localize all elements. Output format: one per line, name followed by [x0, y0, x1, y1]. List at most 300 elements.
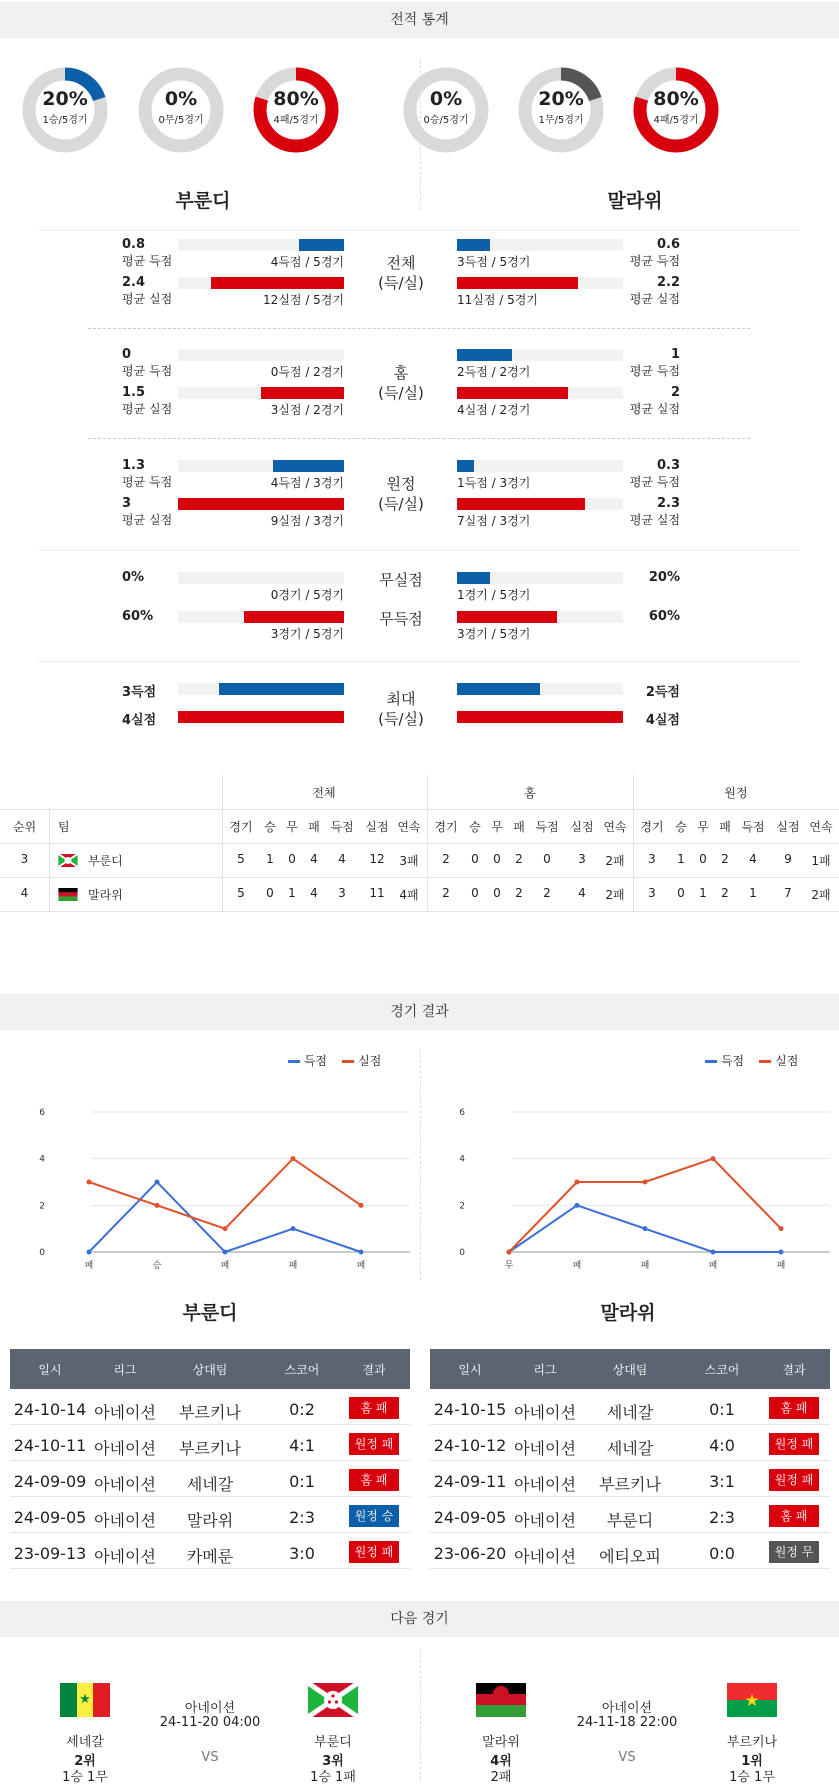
- result-league: 아네이션: [94, 1511, 156, 1530]
- result-opponent: 부룬디: [606, 1511, 654, 1530]
- x-tick-label: 무: [504, 1261, 514, 1270]
- result-opponent: 부르키나: [179, 1439, 241, 1458]
- standings-cell: 4: [310, 852, 318, 866]
- table-line: [0, 877, 839, 878]
- standings-col-header: 승: [264, 820, 276, 834]
- y-tick-label: 0: [39, 1248, 45, 1258]
- legend-conceded-swatch: [342, 1060, 354, 1063]
- stat-left-label: 평균 실점: [122, 513, 173, 527]
- standings-col-header: 패: [719, 820, 731, 834]
- burundi-flag-icon: [308, 1683, 358, 1717]
- result-score: 4:0: [709, 1436, 735, 1455]
- donut-subtext: 4패/5경기: [653, 115, 699, 126]
- results-team-left: 부룬디: [182, 1302, 238, 1324]
- results-team-right: 말라위: [600, 1302, 656, 1324]
- section-title-results: 경기 결과: [0, 994, 839, 1030]
- bar-left-caption: 3경기 / 5경기: [270, 627, 344, 641]
- next-right-home-record: 2패: [490, 1770, 512, 1785]
- standings-cell: 4: [578, 886, 586, 900]
- bar-right-caption: 4실점 / 2경기: [457, 403, 531, 417]
- result-league: 아네이션: [514, 1511, 576, 1530]
- standings-cell: 0: [266, 886, 274, 900]
- result-date: 24-09-05: [13, 1508, 87, 1527]
- result-badge: 원정 패: [769, 1433, 819, 1455]
- result-opponent: 말라위: [186, 1511, 234, 1530]
- standings-cell: 0: [493, 852, 501, 866]
- team-left-name: 부룬디: [175, 190, 231, 212]
- bar-left-fill: [219, 683, 344, 695]
- next-right-home-rank: 4위: [490, 1754, 512, 1769]
- result-score: 3:0: [289, 1544, 315, 1563]
- bar-right-fill: [457, 349, 512, 361]
- bar-left-caption: 4득점 / 5경기: [270, 255, 344, 269]
- result-league: 아네이션: [94, 1439, 156, 1458]
- next-left-league: 아네이션: [184, 1701, 236, 1716]
- standings-cell: 2: [442, 886, 450, 900]
- group-label: 홈: [393, 364, 409, 382]
- results-header-cell: 일시: [38, 1363, 62, 1377]
- result-date: 24-10-15: [433, 1400, 507, 1419]
- legend-conceded-label: 실점: [358, 1054, 382, 1068]
- donut-ring: [138, 67, 224, 153]
- standings-group-header: 홈: [524, 786, 536, 800]
- donut-chart: [22, 67, 108, 153]
- bar-right-caption: 3득점 / 5경기: [457, 255, 531, 269]
- data-point: [87, 1250, 92, 1255]
- next-left-home-record: 1승 1무: [62, 1770, 108, 1785]
- data-point: [291, 1226, 296, 1231]
- donut-subtext: 1무/5경기: [538, 115, 584, 126]
- section-title-next: 다음 경기: [0, 1601, 839, 1637]
- dashed-divider: [88, 328, 750, 329]
- legend-conceded-swatch: [759, 1060, 771, 1063]
- stat-left-value: 1.3: [122, 458, 146, 473]
- bar-left-caption: 3실점 / 2경기: [270, 403, 344, 417]
- donut-track: [145, 74, 217, 146]
- donut-ring: [253, 67, 339, 153]
- result-badge: 홈 패: [349, 1469, 399, 1491]
- standings-rank: 4: [20, 886, 29, 900]
- donut-subtext: 1승/5경기: [42, 115, 88, 126]
- standings-col-header: 무: [286, 820, 298, 834]
- result-opponent: 부르키나: [179, 1403, 241, 1422]
- results-header-cell: 결과: [362, 1363, 386, 1377]
- donut-subtext: 4패/5경기: [273, 115, 319, 126]
- x-tick-label: 승: [152, 1261, 162, 1270]
- result-badge: 홈 패: [349, 1397, 399, 1419]
- data-point: [779, 1250, 784, 1255]
- result-opponent: 세네갈: [186, 1475, 234, 1494]
- next-left-away-name: 부룬디: [314, 1735, 352, 1750]
- legend-scored-swatch: [288, 1060, 300, 1063]
- next-right-home-name: 말라위: [482, 1735, 520, 1750]
- donut-percent: 20%: [42, 88, 88, 110]
- stat-left-label: 평균 득점: [122, 475, 173, 489]
- result-badge: 원정 패: [349, 1433, 399, 1455]
- standings-col-header: 경기: [434, 820, 458, 834]
- group-sublabel: (득/실): [378, 495, 424, 513]
- stat-left-value: 4실점: [122, 713, 157, 728]
- standings-cell: 1: [288, 886, 296, 900]
- bar-right-fill: [457, 572, 490, 584]
- standings-cell: 7: [784, 886, 792, 900]
- data-point: [291, 1156, 296, 1161]
- standings-cell: 0: [493, 886, 501, 900]
- standings-col-header: 경기: [229, 820, 253, 834]
- stat-left-value: 0: [122, 347, 132, 362]
- standings-col-header: 연속: [603, 820, 627, 834]
- result-score: 0:1: [289, 1472, 315, 1491]
- result-league: 아네이션: [94, 1403, 156, 1422]
- data-point: [643, 1226, 648, 1231]
- table-line: [0, 809, 839, 810]
- data-point: [87, 1180, 92, 1185]
- table-line: [10, 1424, 410, 1425]
- data-point: [711, 1250, 716, 1255]
- bar-left-fill: [211, 277, 344, 289]
- bar-right-fill: [457, 277, 578, 289]
- standings-cell: 3: [578, 852, 586, 866]
- separator: [420, 1650, 421, 1780]
- table-line: [10, 1460, 410, 1461]
- data-point: [155, 1203, 160, 1208]
- stat-left-value: 3득점: [122, 685, 157, 700]
- results-header-cell: 일시: [458, 1363, 482, 1377]
- result-opponent: 에티오피: [599, 1547, 661, 1566]
- result-score: 2:3: [289, 1508, 315, 1527]
- result-league: 아네이션: [514, 1475, 576, 1494]
- data-point: [779, 1226, 784, 1231]
- stat-right-label: 평균 득점: [629, 364, 680, 378]
- stat-left-value: 0.8: [122, 237, 146, 252]
- stat-right-value: 2.2: [656, 275, 680, 290]
- result-badge: 원정 패: [769, 1469, 819, 1491]
- table-line: [430, 1424, 830, 1425]
- standings-cell: 2: [442, 852, 450, 866]
- stat-left-label: 평균 득점: [122, 254, 173, 268]
- y-tick-label: 4: [39, 1154, 45, 1165]
- data-point: [507, 1250, 512, 1255]
- donut-percent: 80%: [273, 88, 319, 110]
- standings-rank-header: 순위: [12, 820, 37, 834]
- result-badge: 원정 패: [349, 1541, 399, 1563]
- standings-cell: 2: [515, 852, 523, 866]
- bar-right-caption: 11실점 / 5경기: [457, 293, 538, 307]
- table-line: [10, 1496, 410, 1497]
- donut-ring: [518, 67, 604, 153]
- result-score: 4:1: [289, 1436, 315, 1455]
- bar-left-fill: [299, 239, 344, 251]
- section-title-record: 전적 통계: [0, 2, 839, 38]
- stat-right-value: 0.3: [656, 458, 680, 473]
- standings-group-header: 원정: [724, 786, 748, 800]
- result-date: 24-09-11: [433, 1472, 507, 1491]
- standings-col-header: 승: [469, 820, 481, 834]
- data-point: [575, 1180, 580, 1185]
- standings-cell: 4: [749, 852, 757, 866]
- stat-left-value: 60%: [122, 609, 154, 624]
- result-league: 아네이션: [94, 1475, 156, 1494]
- next-left-vs: VS: [201, 1750, 219, 1765]
- result-score: 3:1: [709, 1472, 735, 1491]
- standings-cell: 2패: [605, 888, 625, 902]
- table-line: [430, 1568, 830, 1569]
- standings-cell: 3: [648, 886, 656, 900]
- divider: [38, 230, 800, 231]
- separator: [420, 1050, 421, 1280]
- burkina-faso-flag-icon: [727, 1683, 777, 1717]
- standings-cell: 0: [471, 852, 479, 866]
- table-line: [430, 1532, 830, 1533]
- standings-cell: 11: [369, 886, 385, 900]
- result-badge: 원정 승: [349, 1505, 399, 1527]
- standings-cell: 0: [677, 886, 685, 900]
- table-col-line: [49, 809, 50, 911]
- standings-col-header: 패: [308, 820, 320, 834]
- result-league: 아네이션: [94, 1547, 156, 1566]
- x-tick-label: 패: [288, 1261, 298, 1270]
- donut-chart: [403, 67, 489, 153]
- bar-right-fill: [457, 683, 540, 695]
- series-line-conceded: [89, 1159, 361, 1229]
- result-score: 2:3: [709, 1508, 735, 1527]
- result-opponent: 부르키나: [599, 1475, 661, 1494]
- line-chart-right: [420, 1090, 839, 1270]
- next-left-away-rank: 3위: [322, 1754, 344, 1769]
- standings-cell: 2: [543, 886, 551, 900]
- stat-left-label: 평균 실점: [122, 402, 173, 416]
- donut-ring: [403, 67, 489, 153]
- standings-cell: 3: [338, 886, 346, 900]
- donut-ring: [633, 67, 719, 153]
- results-header-cell: 리그: [113, 1363, 137, 1377]
- next-right-away-record: 1승 1무: [729, 1770, 775, 1785]
- result-date: 24-10-12: [433, 1436, 507, 1455]
- stat-right-value: 2득점: [645, 685, 680, 700]
- bar-left-caption: 9실점 / 3경기: [270, 514, 344, 528]
- next-left-datetime: 24-11-20 04:00: [159, 1715, 261, 1730]
- stat-right-value: 2.3: [656, 496, 680, 511]
- standings-cell: 1: [699, 886, 707, 900]
- data-point: [223, 1250, 228, 1255]
- donut-percent: 80%: [653, 88, 699, 110]
- result-opponent: 카메룬: [186, 1547, 234, 1566]
- standings-cell: 2: [721, 852, 729, 866]
- bar-left-fill: [178, 498, 344, 510]
- malawi-flag-icon: [58, 886, 78, 899]
- bar-right-fill: [457, 239, 490, 251]
- bar-right-caption: 2득점 / 2경기: [457, 365, 531, 379]
- standings-col-header: 득점: [330, 820, 354, 834]
- standings-col-header: 실점: [365, 820, 389, 834]
- x-tick-label: 패: [220, 1261, 230, 1270]
- stat-right-label: 평균 실점: [629, 402, 680, 416]
- divider: [38, 661, 800, 662]
- stat-right-value: 4실점: [645, 713, 680, 728]
- data-point: [711, 1156, 716, 1161]
- table-line: [430, 1460, 830, 1461]
- standings-cell: 2: [721, 886, 729, 900]
- standings-cell: 4: [338, 852, 346, 866]
- standings-cell: 1패: [811, 854, 831, 868]
- legend-right: [705, 1052, 798, 1069]
- results-header-cell: 스코어: [704, 1363, 740, 1377]
- legend-conceded-label: 실점: [775, 1054, 799, 1068]
- x-tick-label: 패: [640, 1261, 650, 1270]
- result-league: 아네이션: [514, 1439, 576, 1458]
- results-header-cell: 리그: [533, 1363, 557, 1377]
- series-line-scored: [89, 1182, 361, 1252]
- result-opponent: 세네갈: [606, 1439, 654, 1458]
- standings-rank: 3: [20, 852, 29, 866]
- standings-cell: 9: [784, 852, 792, 866]
- bar-track: [457, 460, 623, 472]
- max-label: 최대: [386, 690, 416, 708]
- stat-right-value: 2: [670, 385, 680, 400]
- stat-right-value: 1: [670, 347, 680, 362]
- result-date: 23-06-20: [433, 1544, 507, 1563]
- stat-right-label: 평균 실점: [629, 513, 680, 527]
- donut-percent: 0%: [164, 88, 198, 110]
- results-header-cell: 결과: [782, 1363, 806, 1377]
- table-line: [430, 1496, 830, 1497]
- legend-left: [288, 1052, 381, 1069]
- stat-right-value: 20%: [648, 570, 680, 585]
- standings-group-header: 전체: [312, 786, 336, 800]
- data-point: [155, 1180, 160, 1185]
- next-left-away-record: 1승 1패: [310, 1770, 356, 1785]
- standings-cell: 5: [237, 852, 245, 866]
- next-left-home-rank: 2위: [74, 1754, 96, 1769]
- stat-right-label: 평균 득점: [629, 254, 680, 268]
- y-tick-label: 6: [39, 1108, 45, 1118]
- standings-team-name: 말라위: [88, 888, 123, 902]
- standings-cell: 12: [369, 852, 385, 866]
- bar-right-fill: [457, 711, 623, 723]
- bar-right-fill: [457, 498, 585, 510]
- standings-col-header: 무: [697, 820, 709, 834]
- next-right-away-rank: 1위: [741, 1754, 763, 1769]
- separator: [420, 60, 421, 210]
- result-date: 24-10-11: [13, 1436, 87, 1455]
- standings-col-header: 연속: [809, 820, 833, 834]
- standings-cell: 1: [749, 886, 757, 900]
- bar-right-caption: 1경기 / 5경기: [457, 588, 531, 602]
- standings-col-header: 득점: [535, 820, 559, 834]
- clean-label: 무실점: [379, 571, 423, 589]
- standings-cell: 1: [266, 852, 274, 866]
- stat-left-value: 3: [122, 496, 132, 511]
- donut-chart: [253, 67, 339, 153]
- donut-chart: [518, 67, 604, 153]
- stat-left-value: 0%: [122, 570, 145, 585]
- stat-left-label: 평균 득점: [122, 364, 173, 378]
- result-badge: 홈 패: [769, 1505, 819, 1527]
- senegal-flag-icon: ★: [60, 1683, 110, 1717]
- next-right-league: 아네이션: [601, 1701, 653, 1716]
- standings-col-header: 무: [491, 820, 503, 834]
- bar-left-caption: 4득점 / 3경기: [270, 476, 344, 490]
- malawi-flag-icon: [476, 1683, 526, 1717]
- result-score: 0:1: [709, 1400, 735, 1419]
- legend-scored-swatch: [705, 1060, 717, 1063]
- table-line: [10, 1568, 410, 1569]
- standings-col-header: 득점: [741, 820, 765, 834]
- standings-cell: 4: [310, 886, 318, 900]
- bar-right-caption: 1득점 / 3경기: [457, 476, 531, 490]
- donut-subtext: 0승/5경기: [423, 115, 469, 126]
- result-date: 24-10-14: [13, 1400, 87, 1419]
- group-label: 원정: [386, 475, 416, 493]
- bar-right-fill: [457, 460, 474, 472]
- data-point: [359, 1250, 364, 1255]
- donut-ring: [22, 67, 108, 153]
- bar-left-caption: 12실점 / 5경기: [263, 293, 344, 307]
- donut-chart: [633, 67, 719, 153]
- y-tick-label: 2: [39, 1201, 45, 1212]
- data-point: [575, 1203, 580, 1208]
- x-tick-label: 패: [776, 1261, 786, 1270]
- standings-cell: 2패: [605, 854, 625, 868]
- x-tick-label: 패: [356, 1261, 366, 1270]
- stat-left-value: 2.4: [122, 275, 146, 290]
- bar-right-caption: 7실점 / 3경기: [457, 514, 531, 528]
- legend-scored-label: 득점: [303, 1054, 328, 1068]
- result-league: 아네이션: [514, 1547, 576, 1566]
- standings-cell: 0: [471, 886, 479, 900]
- result-date: 24-09-05: [433, 1508, 507, 1527]
- y-tick-label: 6: [459, 1108, 465, 1118]
- stat-left-value: 1.5: [122, 385, 146, 400]
- data-point: [223, 1226, 228, 1231]
- legend-scored-label: 득점: [720, 1054, 745, 1068]
- bar-left-caption: 0득점 / 2경기: [270, 365, 344, 379]
- bar-track: [178, 349, 344, 361]
- table-line: [0, 843, 839, 844]
- standings-cell: 1: [677, 852, 685, 866]
- standings-col-header: 승: [675, 820, 687, 834]
- bar-left-fill: [273, 460, 344, 472]
- result-badge: 원정 무: [769, 1541, 819, 1563]
- group-sublabel: (득/실): [378, 274, 424, 292]
- dashed-divider: [88, 438, 750, 439]
- group-label: 전체: [386, 254, 416, 272]
- result-date: 24-09-09: [13, 1472, 87, 1491]
- donut-subtext: 0무/5경기: [158, 115, 204, 126]
- clean-label: 무득점: [379, 610, 423, 628]
- bar-right-fill: [457, 611, 557, 623]
- result-date: 23-09-13: [13, 1544, 87, 1563]
- standings-team-name: 부룬디: [88, 854, 123, 868]
- bar-track: [178, 572, 344, 584]
- standings-cell: 4패: [399, 888, 419, 902]
- stat-right-value: 60%: [648, 609, 680, 624]
- result-score: 0:0: [709, 1544, 735, 1563]
- data-point: [359, 1203, 364, 1208]
- result-badge: 홈 패: [769, 1397, 819, 1419]
- next-right-vs: VS: [618, 1750, 636, 1765]
- x-tick-label: 패: [708, 1261, 718, 1270]
- bar-left-caption: 0경기 / 5경기: [270, 588, 344, 602]
- standings-cell: 0: [288, 852, 296, 866]
- results-header-cell: 상대팀: [192, 1363, 228, 1377]
- results-header-cell: 스코어: [284, 1363, 320, 1377]
- result-league: 아네이션: [514, 1403, 576, 1422]
- standings-col-header: 패: [513, 820, 525, 834]
- x-tick-label: 패: [84, 1261, 94, 1270]
- donut-chart: [138, 67, 224, 153]
- data-point: [643, 1180, 648, 1185]
